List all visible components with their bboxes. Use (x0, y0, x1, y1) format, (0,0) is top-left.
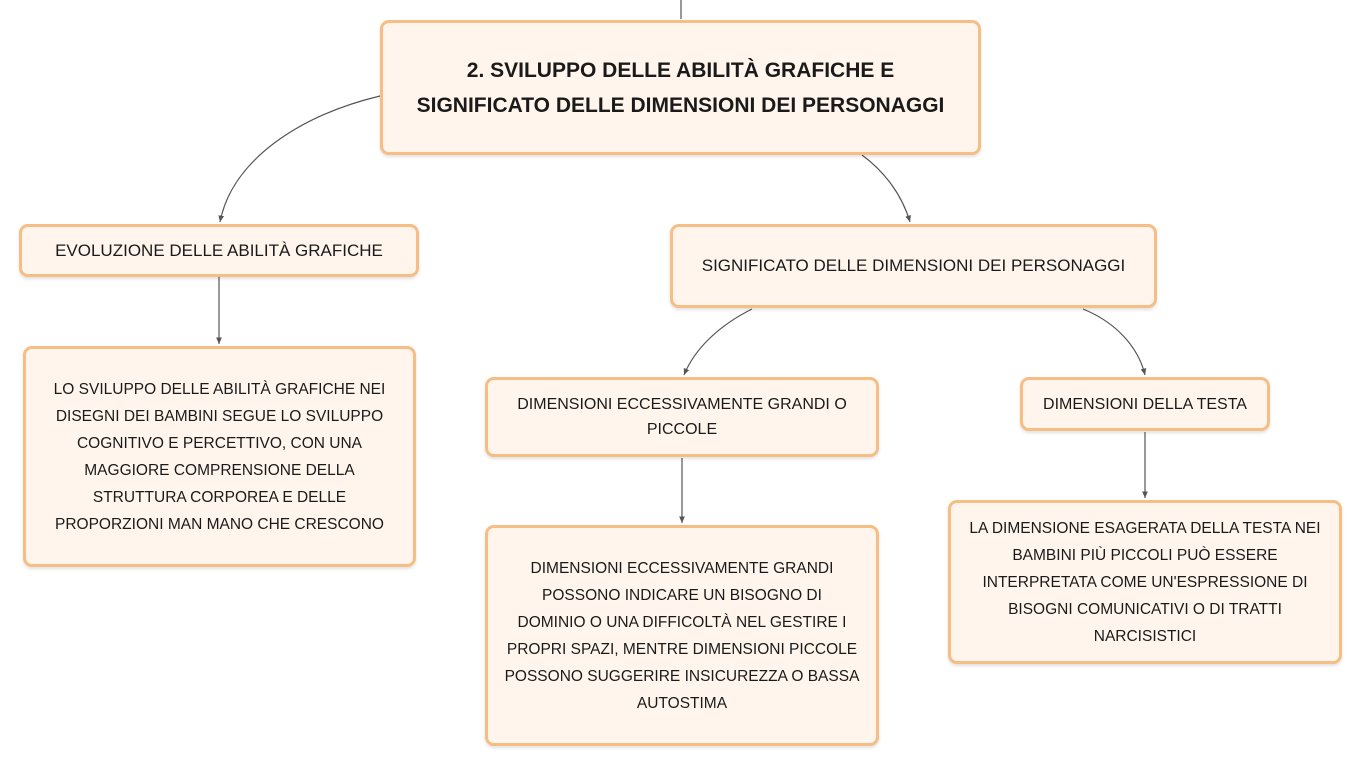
topic-dimensioni-eccessive[interactable] (485, 377, 879, 457)
root-topic-text (417, 53, 945, 123)
connector-root-to-evoluzione (220, 96, 380, 222)
detail-line: DIMENSIONI ECCESSIVAMENTE GRANDI (530, 559, 834, 577)
detail-line: BISOGNI COMUNICATIVI O DI TRATTI (1008, 600, 1282, 618)
topic-evoluzione-label: EVOLUZIONE DELLE ABILITÀ GRAFICHE (55, 240, 383, 260)
detail-line: BAMBINI PIÙ PICCOLI PUÒ ESSERE (1012, 546, 1278, 564)
detail-evoluzione-text (54, 376, 386, 538)
detail-line: MAGGIORE COMPRENSIONE DELLA (84, 461, 355, 479)
detail-dimensioni-text (505, 555, 860, 717)
connector-significato-to-dimensioni (684, 309, 752, 375)
topic-dimensioni-testa[interactable] (1020, 377, 1270, 431)
detail-testa-text (969, 515, 1320, 650)
detail-testa-node[interactable] (948, 500, 1342, 664)
detail-line: PROPORZIONI MAN MANO CHE CRESCONO (55, 515, 384, 533)
detail-line: AUTOSTIMA (636, 694, 728, 712)
topic-dimensioni-line: DIMENSIONI ECCESSIVAMENTE GRANDI O (517, 396, 847, 413)
detail-line: PROPRI SPAZI, MENTRE DIMENSIONI PICCOLE (506, 640, 858, 658)
root-topic-node[interactable] (380, 20, 981, 155)
detail-line: DOMINIO O UNA DIFFICOLTÀ NEL GESTIRE I (517, 613, 847, 631)
topic-evoluzione-abilita-grafiche[interactable] (19, 224, 419, 277)
detail-line: POSSONO SUGGERIRE INSICUREZZA O BASSA (504, 667, 860, 685)
detail-line: DISEGNI DEI BAMBINI SEGUE LO SVILUPPO (55, 407, 384, 425)
root-topic-line-2: SIGNIFICATO DELLE DIMENSIONI DEI PERSONAGGI (416, 93, 945, 117)
topic-significato-dimensioni[interactable] (670, 224, 1157, 308)
detail-line: STRUTTURA CORPOREA E DELLE (92, 488, 347, 506)
topic-testa-label: DIMENSIONI DELLA TESTA (1043, 395, 1247, 413)
detail-line: INTERPRETATA COME UN'ESPRESSIONE DI (982, 573, 1308, 591)
topic-dimensioni-label (517, 392, 847, 442)
root-topic-line-1: 2. SVILUPPO DELLE ABILITÀ GRAFICHE E (466, 58, 895, 82)
detail-line: COGNITIVO E PERCETTIVO, CON UNA (76, 434, 363, 452)
detail-line: LA DIMENSIONE ESAGERATA DELLA TESTA NEI (969, 519, 1321, 537)
detail-line: NARCISISTICI (1093, 627, 1197, 645)
connector-root-to-significato (862, 155, 910, 222)
detail-evoluzione-node[interactable] (23, 346, 416, 567)
topic-dimensioni-line: PICCOLE (646, 421, 718, 438)
connector-significato-to-testa (1083, 309, 1145, 375)
detail-line: LO SVILUPPO DELLE ABILITÀ GRAFICHE NEI (53, 380, 386, 398)
topic-significato-label: SIGNIFICATO DELLE DIMENSIONI DEI PERSONAGGI (701, 256, 1126, 275)
detail-line: POSSONO INDICARE UN BISOGNO DI (542, 586, 822, 604)
detail-dimensioni-node[interactable] (485, 525, 879, 746)
